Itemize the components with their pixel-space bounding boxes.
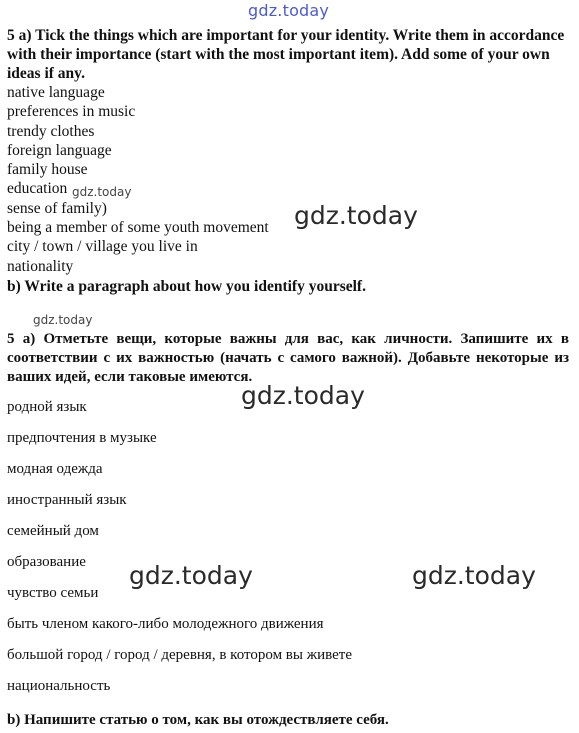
list-item: чувство семьи bbox=[7, 585, 99, 601]
watermark: gdz.today bbox=[129, 561, 253, 590]
list-item: национальность bbox=[7, 678, 111, 694]
watermark: gdz.today bbox=[241, 381, 365, 410]
list-item: образование bbox=[7, 554, 86, 570]
list-item: preferences in music bbox=[7, 103, 136, 121]
list-item: city / town / village you live in bbox=[7, 238, 198, 256]
list-item: native language bbox=[7, 84, 105, 101]
list-item: модная одежда bbox=[7, 461, 103, 477]
list-item: trendy clothes bbox=[7, 122, 95, 140]
list-item: быть членом какого-либо молодежного движения bbox=[7, 616, 324, 632]
watermark: gdz.today bbox=[72, 185, 132, 199]
english-task-b: b) Write a paragraph about how you identify yourself. bbox=[7, 277, 366, 295]
english-section bbox=[7, 26, 569, 296]
russian-task-b: b) Напишите статью о том, как вы отождествляете себя. bbox=[7, 712, 389, 728]
list-item: nationality bbox=[7, 257, 74, 275]
english-task-a: 5 a) Tick the things which are important for your identity. Write them in accordance with their importance (start with the most important item). Add some of your own ideas if any. bbox=[7, 27, 565, 82]
watermark: gdz.today bbox=[412, 561, 536, 590]
list-item: foreign language bbox=[7, 141, 112, 159]
watermark: gdz.today bbox=[33, 313, 93, 327]
list-item: иностранный язык bbox=[7, 492, 127, 508]
list-item: семейный дом bbox=[7, 523, 99, 539]
russian-task-a: 5 а) Отметьте вещи, которые важны для вас, как личности. Запишите их в соответствии с их важностью (начать с самого важной). Добавьте некоторые из ваших идей, если таковые имеются. bbox=[7, 331, 569, 385]
list-item: родной язык bbox=[7, 399, 87, 415]
list-item: предпочтения в музыке bbox=[7, 430, 157, 446]
list-item: being a member of some youth movement bbox=[7, 219, 269, 237]
watermark-top: gdz.today bbox=[248, 1, 330, 20]
list-item: education bbox=[7, 180, 68, 198]
list-item: family house bbox=[7, 161, 88, 179]
english-items-list bbox=[7, 83, 569, 276]
list-item: sense of family) bbox=[7, 199, 107, 217]
watermark: gdz.today bbox=[294, 201, 418, 230]
list-item: большой город / город / деревня, в котором вы живете bbox=[7, 647, 352, 663]
